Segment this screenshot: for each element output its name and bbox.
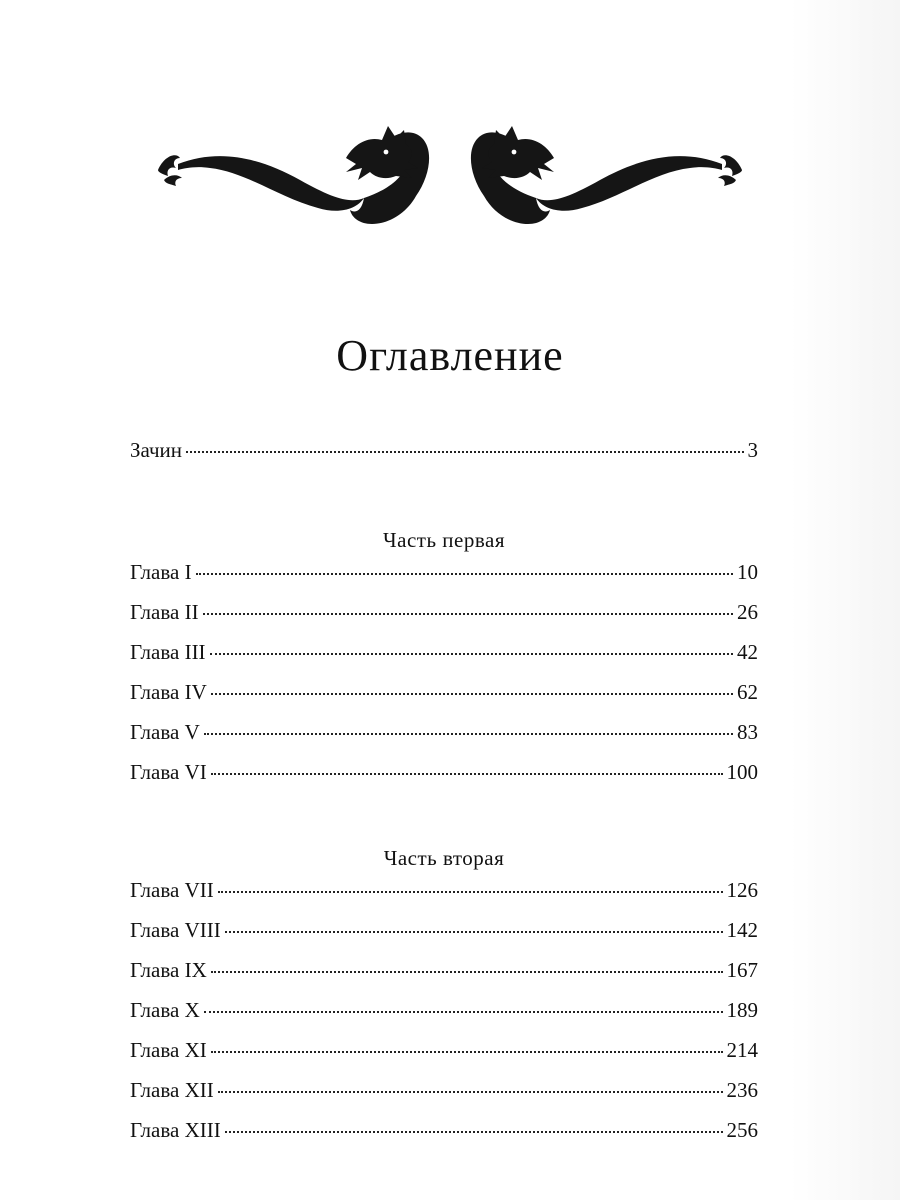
toc-entry-page: 10 — [737, 560, 758, 584]
toc-entry-label: Глава V — [130, 720, 200, 744]
dot-leader — [203, 613, 733, 615]
dot-leader — [196, 573, 733, 575]
toc-entry-label: Глава X — [130, 998, 200, 1022]
toc-entry-label: Глава XIII — [130, 1118, 221, 1142]
toc-entry[interactable] — [130, 1038, 758, 1078]
toc-entry-label: Глава I — [130, 560, 192, 584]
toc-entry[interactable] — [130, 600, 758, 640]
toc-entry-label: Глава II — [130, 600, 199, 624]
toc-entry-page: 167 — [726, 958, 758, 982]
dot-leader — [211, 693, 733, 695]
dot-leader — [204, 1011, 723, 1013]
toc-entry[interactable] — [130, 560, 758, 600]
dot-leader — [218, 1091, 723, 1093]
toc-entry-page: 83 — [737, 720, 758, 744]
toc-entry-label: Глава XII — [130, 1078, 214, 1102]
page-title: Оглавление — [336, 331, 564, 380]
toc-entry-label: Глава IX — [130, 958, 207, 982]
dot-leader — [225, 1131, 723, 1133]
toc-entry-page: 100 — [726, 760, 758, 784]
dot-leader — [211, 773, 723, 775]
toc-entry[interactable] — [130, 958, 758, 998]
toc-entry-page: 62 — [737, 680, 758, 704]
toc-entry-label: Глава VI — [130, 760, 207, 784]
toc-entry-page: 142 — [726, 918, 758, 942]
dot-leader — [210, 653, 733, 655]
toc-entry-intro[interactable] — [130, 438, 758, 478]
toc-entry-page: 189 — [726, 998, 758, 1022]
toc-entry[interactable] — [130, 998, 758, 1038]
toc-entry[interactable] — [130, 680, 758, 720]
toc-entry[interactable] — [130, 720, 758, 760]
toc-entry-label: Глава III — [130, 640, 206, 664]
table-of-contents — [130, 438, 758, 1158]
dot-leader — [211, 971, 723, 973]
dot-leader — [225, 931, 723, 933]
toc-entry-page: 42 — [737, 640, 758, 664]
toc-entry[interactable] — [130, 918, 758, 958]
toc-entry-page: 236 — [726, 1078, 758, 1102]
dot-leader — [211, 1051, 723, 1053]
toc-entry-page: 126 — [726, 878, 758, 902]
twin-dragons-icon — [150, 118, 750, 236]
toc-entry-label: Глава VIII — [130, 918, 221, 942]
dot-leader — [218, 891, 723, 893]
dragon-left-icon — [158, 126, 429, 224]
part-heading: Часть первая — [383, 528, 505, 552]
toc-entry-page: 256 — [726, 1118, 758, 1142]
toc-entry[interactable] — [130, 878, 758, 918]
page-edge-shadow — [790, 0, 900, 1200]
toc-entry-label: Глава IV — [130, 680, 207, 704]
part-heading: Часть вторая — [383, 846, 505, 870]
toc-entry-page: 26 — [737, 600, 758, 624]
toc-entry-page: 3 — [747, 438, 758, 462]
dragon-right-icon — [471, 126, 742, 224]
toc-entry-label: Глава XI — [130, 1038, 207, 1062]
toc-entry-label: Зачин — [130, 438, 183, 462]
toc-entry[interactable] — [130, 640, 758, 680]
dot-leader — [204, 733, 733, 735]
toc-entry[interactable] — [130, 1118, 758, 1158]
toc-entry[interactable] — [130, 1078, 758, 1118]
toc-entry-page: 214 — [726, 1038, 758, 1062]
toc-entry-label: Глава VII — [130, 878, 214, 902]
toc-entry[interactable] — [130, 760, 758, 800]
dot-leader — [186, 451, 743, 453]
